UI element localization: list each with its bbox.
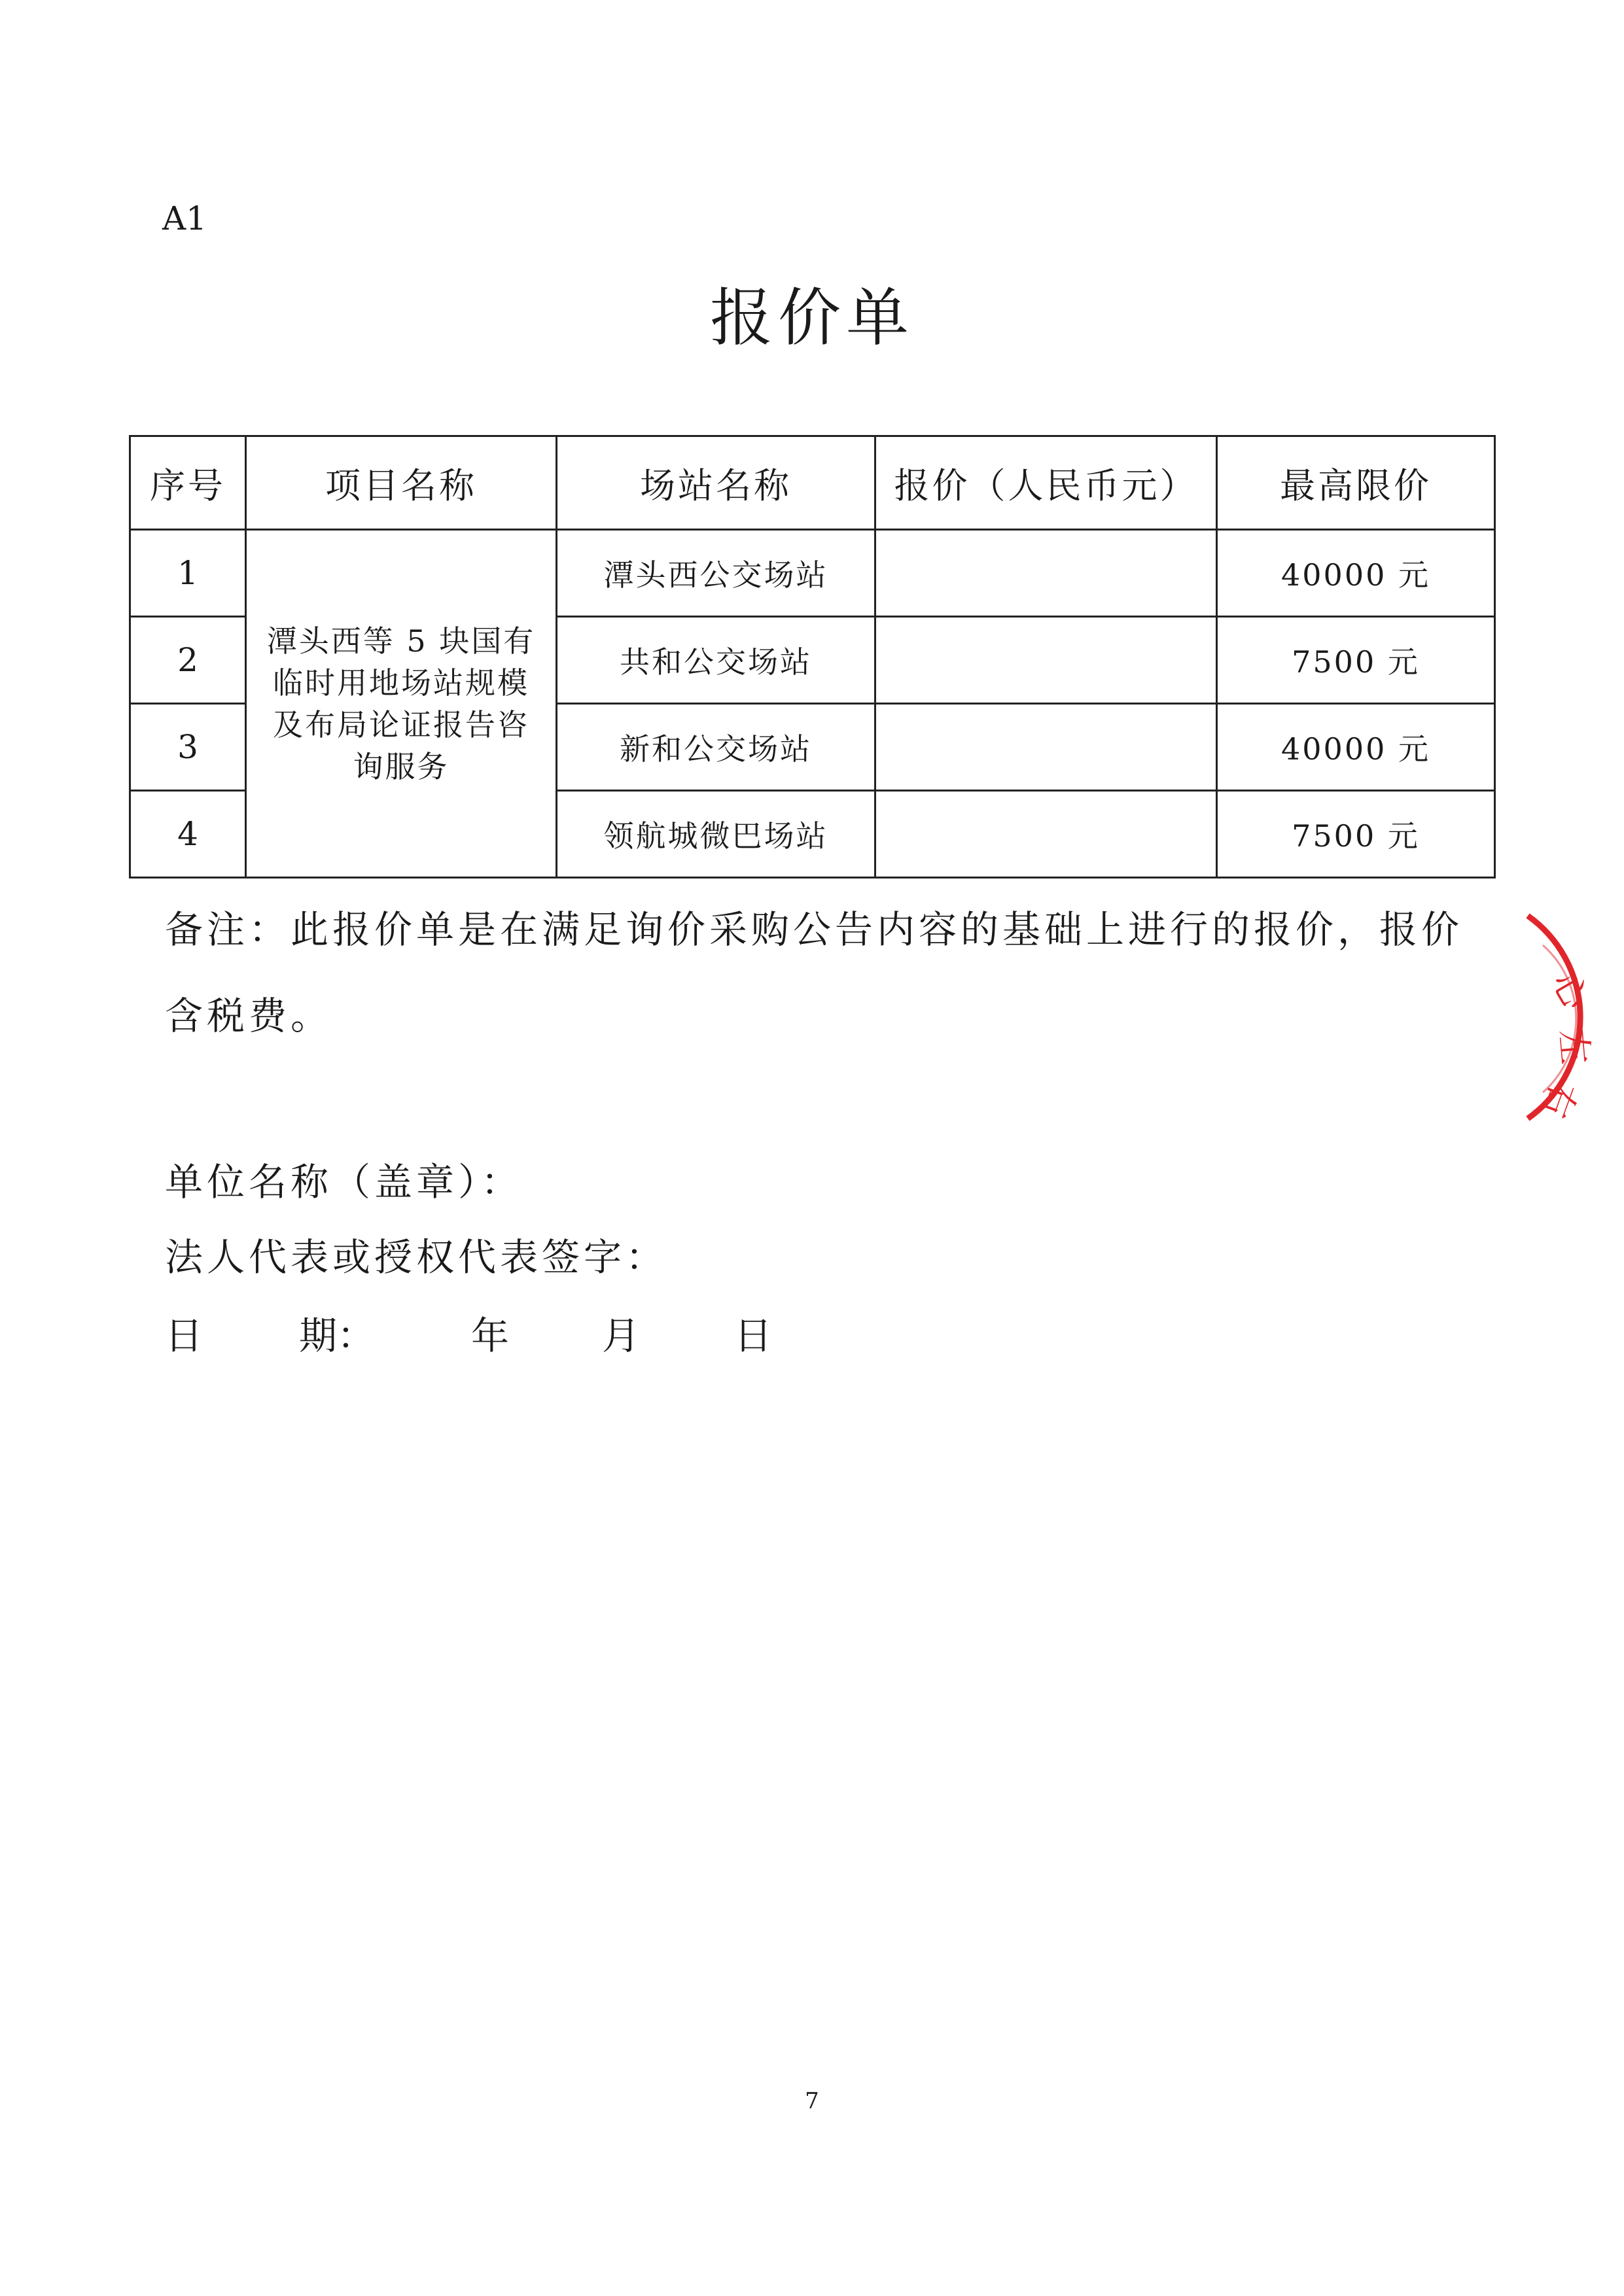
day-label: 日 <box>734 1313 773 1358</box>
svg-text:心: 心 <box>1543 965 1597 1017</box>
document-title: 报价单 <box>710 281 914 355</box>
year-label: 年 <box>471 1313 510 1358</box>
row-number: 4 <box>130 791 246 878</box>
representative-signature-label: 法人代表或授权代表签字： <box>165 1235 668 1279</box>
max-price: 7500 元 <box>1217 791 1495 878</box>
quote-cell[interactable] <box>875 530 1217 617</box>
remark-text: 备注：此报价单是在满足询价采购公告内容的基础上进行的报价，报价含税费。 <box>165 907 1464 1038</box>
row-number: 2 <box>130 617 246 704</box>
company-name-label: 单位名称（盖章）： <box>165 1160 523 1204</box>
quote-cell[interactable] <box>875 704 1217 791</box>
svg-text:左: 左 <box>1552 1027 1597 1066</box>
project-name-line: 询服务 <box>353 748 450 784</box>
station-name: 新和公交场站 <box>557 704 875 791</box>
date-label-period: 期： <box>299 1313 376 1358</box>
max-price: 7500 元 <box>1217 617 1495 704</box>
project-name-cell <box>246 530 557 878</box>
header-serial: 序号 <box>130 436 246 530</box>
svg-text:右: 右 <box>1534 1076 1585 1124</box>
month-label: 月 <box>602 1313 641 1358</box>
quote-cell[interactable] <box>875 617 1217 704</box>
header-max-price: 最高限价 <box>1217 436 1495 530</box>
form-label: A1 <box>162 200 207 237</box>
official-seal-stamp <box>1525 896 1624 1138</box>
row-number: 3 <box>130 704 246 791</box>
header-project-name: 项目名称 <box>246 436 557 530</box>
project-name-line: 临时用地场站规模 <box>273 665 529 701</box>
header-station-name: 场站名称 <box>557 436 875 530</box>
table-header-row <box>130 436 1495 530</box>
project-name-line: 潭头西等 5 块国有 <box>266 623 536 659</box>
project-name-line: 及布局论证报告咨 <box>273 706 529 742</box>
header-quote: 报价（人民币元） <box>875 436 1217 530</box>
date-label-day: 日 <box>165 1313 203 1358</box>
station-name: 共和公交场站 <box>557 617 875 704</box>
table-row <box>130 530 1495 617</box>
row-number: 1 <box>130 530 246 617</box>
station-name: 领航城微巴场站 <box>557 791 875 878</box>
max-price: 40000 元 <box>1217 704 1495 791</box>
page-number: 7 <box>805 2088 819 2114</box>
quote-cell[interactable] <box>875 791 1217 878</box>
max-price: 40000 元 <box>1217 530 1495 617</box>
quotation-table <box>129 435 1496 878</box>
station-name: 潭头西公交场站 <box>557 530 875 617</box>
